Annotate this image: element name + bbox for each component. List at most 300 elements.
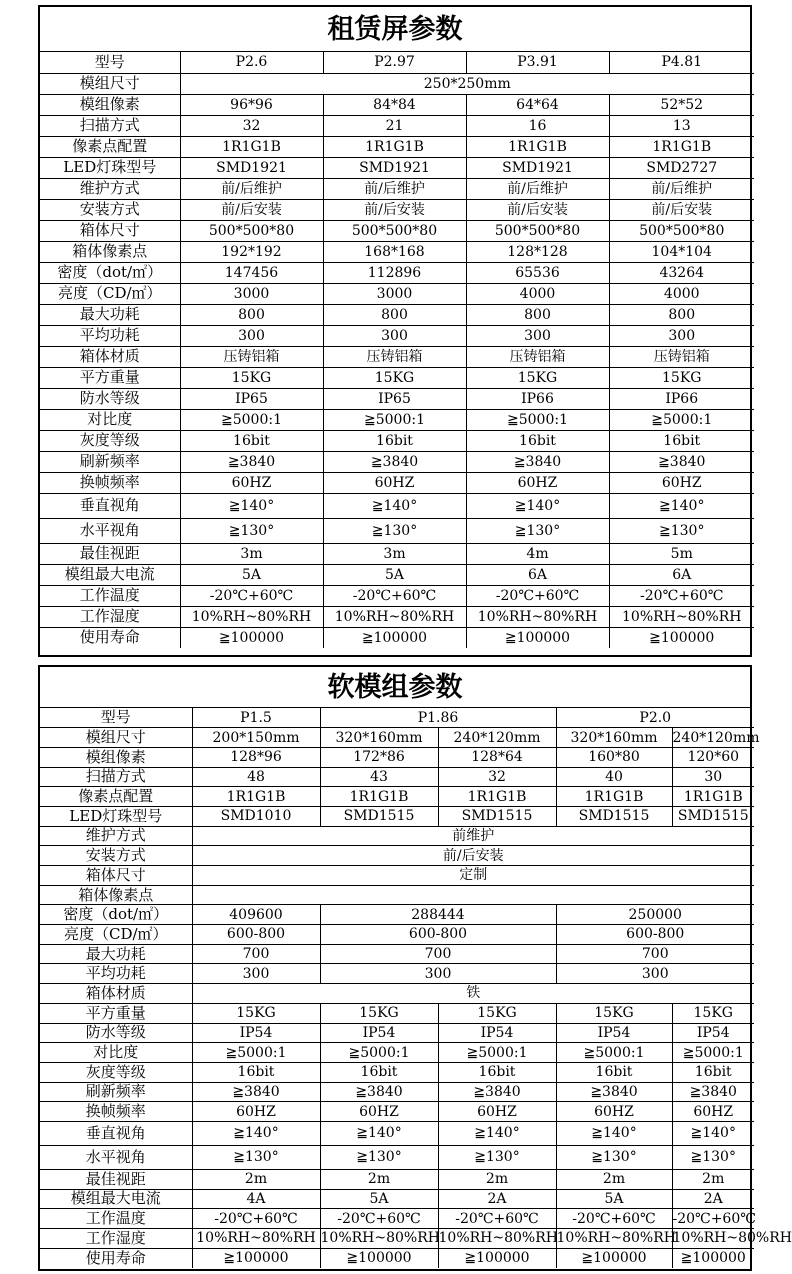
cell-value: ≧140° — [609, 493, 754, 518]
table-row — [40, 585, 754, 606]
row-label: 亮度（CD/㎡） — [40, 925, 192, 945]
table-row — [40, 1209, 754, 1229]
cell-value: -20℃+60℃ — [323, 585, 466, 606]
cell-value: 112896 — [323, 262, 466, 283]
cell-value: SMD1921 — [323, 157, 466, 178]
cell-value: IP66 — [609, 388, 754, 409]
table-row — [40, 846, 754, 866]
cell-value: ≧3840 — [323, 451, 466, 472]
cell-value — [192, 885, 754, 905]
cell-value: 700 — [192, 944, 320, 964]
cell-value: 52*52 — [609, 94, 754, 115]
cell-value: 1R1G1B — [180, 136, 323, 157]
row-label: 防水等级 — [40, 388, 180, 409]
cell-value: -20℃+60℃ — [320, 1209, 438, 1229]
cell-value: IP54 — [320, 1023, 438, 1043]
cell-value: SMD1921 — [180, 157, 323, 178]
table-row — [40, 220, 754, 241]
cell-value: 10%RH~80%RH — [323, 606, 466, 627]
cell-value: ≧140° — [320, 1121, 438, 1145]
cell-value: 1R1G1B — [438, 787, 556, 807]
cell-value: ≧130° — [323, 518, 466, 543]
row-label: 型号 — [40, 52, 180, 73]
cell-value: ≧140° — [466, 493, 609, 518]
cell-value: 500*500*80 — [180, 220, 323, 241]
cell-value: 700 — [320, 944, 556, 964]
cell-value: 60HZ — [320, 1102, 438, 1122]
table-row — [40, 543, 754, 564]
cell-value: ≧5000:1 — [556, 1043, 672, 1063]
cell-value: 200*150mm — [192, 728, 320, 748]
cell-value: 前/后维护 — [180, 178, 323, 199]
cell-value: 1R1G1B — [556, 787, 672, 807]
row-label: 刷新频率 — [40, 451, 180, 472]
cell-value: 前/后安装 — [192, 846, 754, 866]
cell-value: -20℃+60℃ — [672, 1210, 756, 1227]
table-row — [40, 806, 754, 826]
cell-value: 前/后安装 — [609, 199, 754, 220]
cell-value: 288444 — [320, 905, 556, 925]
cell-value: 前/后维护 — [323, 178, 466, 199]
cell-value: SMD1515 — [556, 806, 672, 826]
table-row — [40, 925, 754, 945]
row-label: 水平视角 — [40, 518, 180, 543]
cell-value: 2m — [438, 1169, 556, 1189]
cell-value: SMD1515 — [438, 806, 556, 826]
table-row — [40, 627, 754, 648]
cell-value: 1R1G1B — [320, 787, 438, 807]
cell-value: ≧3840 — [672, 1082, 754, 1102]
cell-value: 700 — [556, 944, 754, 964]
cell-value: ≧5000:1 — [672, 1043, 754, 1063]
soft-module-panel — [38, 665, 792, 1271]
row-label: 使用寿命 — [40, 1248, 192, 1268]
row-label: 平方重量 — [40, 367, 180, 388]
cell-value: 600-800 — [320, 925, 556, 945]
cell-value: 15KG — [438, 1003, 556, 1023]
cell-value: 32 — [180, 115, 323, 136]
table-row — [40, 728, 754, 748]
cell-value: 16bit — [466, 430, 609, 451]
cell-value: -20℃+60℃ — [192, 1209, 320, 1229]
cell-value: IP54 — [672, 1023, 754, 1043]
cell-value: -20℃+60℃ — [609, 585, 754, 606]
cell-value: -20℃+60℃ — [180, 585, 323, 606]
table-row — [40, 262, 754, 283]
row-label: 像素点配置 — [40, 136, 180, 157]
cell-value: 3m — [323, 543, 466, 564]
row-label: 箱体材质 — [40, 984, 192, 1004]
table-row — [40, 115, 754, 136]
row-label: 使用寿命 — [40, 627, 180, 648]
soft-spec-table — [40, 708, 792, 1268]
table-row — [40, 1229, 754, 1249]
cell-value: 300 — [320, 964, 556, 984]
cell-value: 128*128 — [466, 241, 609, 262]
row-label: LED灯珠型号 — [40, 157, 180, 178]
cell-value: 1R1G1B — [466, 136, 609, 157]
cell-value: 2m — [556, 1169, 672, 1189]
rental-spec-table — [40, 52, 754, 648]
cell-value: 5A — [323, 564, 466, 585]
cell-value: 43 — [320, 767, 438, 787]
cell-value: IP54 — [438, 1023, 556, 1043]
table-row — [40, 1102, 754, 1122]
cell-value: 15KG — [320, 1003, 438, 1023]
table-row — [40, 826, 754, 846]
cell-value: SMD1515 — [320, 806, 438, 826]
model-name: P2.6 — [180, 52, 323, 73]
cell-value: 15KG — [672, 1003, 754, 1023]
cell-value: 4000 — [466, 283, 609, 304]
cell-value: 10%RH~80%RH — [672, 1230, 792, 1247]
table-row — [40, 518, 754, 543]
cell-value: 240*120mm — [672, 729, 760, 746]
cell-value: 16bit — [609, 430, 754, 451]
cell-value: ≧130° — [466, 518, 609, 543]
table-row — [40, 94, 754, 115]
row-label: 密度（dot/㎡） — [40, 905, 192, 925]
cell-value: 2m — [320, 1169, 438, 1189]
cell-value: ≧130° — [556, 1145, 672, 1169]
cell-value: 96*96 — [180, 94, 323, 115]
cell-value: ≧3840 — [438, 1082, 556, 1102]
cell-value: 128*96 — [192, 747, 320, 767]
cell-value: 1R1G1B — [609, 136, 754, 157]
table-row — [40, 1043, 754, 1063]
table-row — [40, 984, 754, 1004]
table-row — [40, 964, 754, 984]
cell-value: 104*104 — [609, 241, 754, 262]
cell-value: 250*250mm — [180, 73, 754, 94]
cell-value: ≧3840 — [192, 1082, 320, 1102]
cell-value: -20℃+60℃ — [466, 585, 609, 606]
rental-screen-panel — [38, 5, 752, 657]
cell-value: ≧5000:1 — [438, 1043, 556, 1063]
row-label: 维护方式 — [40, 826, 192, 846]
rental-panel-title: 租赁屏参数 — [40, 7, 750, 52]
cell-value: 1R1G1B — [323, 136, 466, 157]
cell-value: 5A — [180, 564, 323, 585]
cell-value: 60HZ — [556, 1102, 672, 1122]
cell-value: 160*80 — [556, 747, 672, 767]
cell-value: 60HZ — [438, 1102, 556, 1122]
cell-value: ≧100000 — [438, 1248, 556, 1268]
model-name: P4.81 — [609, 52, 754, 73]
cell-value: 10%RH~80%RH — [192, 1229, 320, 1249]
row-label: 平均功耗 — [40, 325, 180, 346]
row-label: 模组尺寸 — [40, 73, 180, 94]
cell-value: ≧3840 — [180, 451, 323, 472]
cell-value: 压铸铝箱 — [180, 346, 323, 367]
cell-value: 13 — [609, 115, 754, 136]
row-label: 箱体尺寸 — [40, 220, 180, 241]
cell-value: IP54 — [192, 1023, 320, 1043]
cell-value: 前/后维护 — [466, 178, 609, 199]
cell-value: 32 — [438, 767, 556, 787]
row-label: 箱体像素点 — [40, 241, 180, 262]
row-label: 模组像素 — [40, 94, 180, 115]
table-row — [40, 1003, 754, 1023]
table-row — [40, 747, 754, 767]
cell-value: 15KG — [180, 367, 323, 388]
cell-value: ≧100000 — [609, 627, 754, 648]
cell-value: 压铸铝箱 — [609, 346, 754, 367]
soft-panel-title: 软模组参数 — [40, 667, 750, 708]
row-label: 最佳视距 — [40, 1169, 192, 1189]
cell-value: 43264 — [609, 262, 754, 283]
row-label: 工作温度 — [40, 1209, 192, 1229]
cell-value: 16bit — [323, 430, 466, 451]
cell-value: 16bit — [320, 1062, 438, 1082]
row-label: 换帧频率 — [40, 1102, 192, 1122]
cell-value: -20℃+60℃ — [556, 1209, 672, 1229]
table-row — [40, 767, 754, 787]
cell-value: 60HZ — [609, 472, 754, 493]
table-row — [40, 606, 754, 627]
row-label: 箱体像素点 — [40, 885, 192, 905]
table-row — [40, 283, 754, 304]
row-label: 平均功耗 — [40, 964, 192, 984]
cell-value: -20℃+60℃ — [438, 1209, 556, 1229]
table-row — [40, 367, 754, 388]
model-name: P1.86 — [320, 708, 556, 728]
cell-value: 300 — [323, 325, 466, 346]
cell-value: 128*64 — [438, 747, 556, 767]
cell-value: 5A — [320, 1189, 438, 1209]
cell-value: 600-800 — [556, 925, 754, 945]
cell-value: 409600 — [192, 905, 320, 925]
cell-value: 16bit — [672, 1062, 754, 1082]
cell-value: ≧100000 — [556, 1248, 672, 1268]
row-label: 垂直视角 — [40, 1121, 192, 1145]
model-name: P1.5 — [192, 708, 320, 728]
table-header-row — [40, 708, 754, 728]
cell-value: 10%RH~80%RH — [556, 1230, 676, 1247]
cell-value: 10%RH~80%RH — [438, 1230, 558, 1247]
row-label: 灰度等级 — [40, 1062, 192, 1082]
cell-value: 320*160mm — [556, 728, 672, 748]
cell-value: 3000 — [323, 283, 466, 304]
cell-value: 15KG — [323, 367, 466, 388]
cell-value: 500*500*80 — [466, 220, 609, 241]
cell-value: ≧3840 — [556, 1082, 672, 1102]
row-label: 对比度 — [40, 1043, 192, 1063]
cell-value: SMD2727 — [609, 157, 754, 178]
row-label: 灰度等级 — [40, 430, 180, 451]
table-row — [40, 430, 754, 451]
cell-value: IP54 — [556, 1023, 672, 1043]
cell-value: 1R1G1B — [192, 787, 320, 807]
cell-value: 64*64 — [466, 94, 609, 115]
cell-value: 500*500*80 — [323, 220, 466, 241]
cell-value: 6A — [466, 564, 609, 585]
cell-value: SMD1010 — [192, 806, 320, 826]
cell-value: 1R1G1B — [672, 787, 754, 807]
cell-value: 800 — [466, 304, 609, 325]
row-label: 防水等级 — [40, 1023, 192, 1043]
table-row — [40, 885, 754, 905]
cell-value: 60HZ — [323, 472, 466, 493]
table-row — [40, 73, 754, 94]
cell-value: 16 — [466, 115, 609, 136]
cell-value: ≧5000:1 — [180, 409, 323, 430]
cell-value: ≧3840 — [466, 451, 609, 472]
model-name: P3.91 — [466, 52, 609, 73]
cell-value: 16bit — [438, 1062, 556, 1082]
table-row — [40, 157, 754, 178]
cell-value: 压铸铝箱 — [323, 346, 466, 367]
cell-value: 15KG — [556, 1003, 672, 1023]
cell-value: ≧140° — [192, 1121, 320, 1145]
cell-value: 前/后安装 — [180, 199, 323, 220]
cell-value: 压铸铝箱 — [466, 346, 609, 367]
cell-value: 84*84 — [323, 94, 466, 115]
cell-value: SMD1921 — [466, 157, 609, 178]
cell-value: 2m — [192, 1169, 320, 1189]
cell-value: ≧5000:1 — [320, 1043, 438, 1063]
cell-value: 60HZ — [192, 1102, 320, 1122]
cell-value: 15KG — [466, 367, 609, 388]
cell-value: ≧130° — [192, 1145, 320, 1169]
cell-value: ≧140° — [672, 1121, 754, 1145]
cell-value: 300 — [556, 964, 754, 984]
table-header-row — [40, 52, 754, 73]
table-row — [40, 325, 754, 346]
row-label: 对比度 — [40, 409, 180, 430]
row-label: LED灯珠型号 — [40, 806, 192, 826]
row-label: 安装方式 — [40, 846, 192, 866]
cell-value: 30 — [672, 767, 754, 787]
cell-value: 65536 — [466, 262, 609, 283]
cell-value: ≧100000 — [192, 1248, 320, 1268]
table-row — [40, 451, 754, 472]
table-row — [40, 136, 754, 157]
cell-value: 6A — [609, 564, 754, 585]
cell-value: 21 — [323, 115, 466, 136]
table-row — [40, 1189, 754, 1209]
table-row — [40, 199, 754, 220]
cell-value: 16bit — [180, 430, 323, 451]
row-label: 垂直视角 — [40, 493, 180, 518]
cell-value: 300 — [609, 325, 754, 346]
cell-value: 3m — [180, 543, 323, 564]
row-label: 最佳视距 — [40, 543, 180, 564]
cell-value: ≧5000:1 — [192, 1043, 320, 1063]
row-label: 密度（dot/㎡） — [40, 262, 180, 283]
row-label: 工作温度 — [40, 585, 180, 606]
cell-value: ≧130° — [180, 518, 323, 543]
cell-value: 3000 — [180, 283, 323, 304]
cell-value: ≧130° — [672, 1145, 754, 1169]
cell-value: 60HZ — [180, 472, 323, 493]
cell-value: ≧100000 — [466, 627, 609, 648]
row-label: 箱体尺寸 — [40, 866, 192, 886]
table-row — [40, 1023, 754, 1043]
cell-value: 15KG — [192, 1003, 320, 1023]
table-row — [40, 1145, 754, 1169]
cell-value: ≧140° — [556, 1121, 672, 1145]
cell-value: ≧3840 — [609, 451, 754, 472]
cell-value: 定制 — [192, 866, 754, 886]
cell-value: 172*86 — [320, 747, 438, 767]
cell-value: 前/后维护 — [609, 178, 754, 199]
cell-value: 铁 — [192, 984, 754, 1004]
cell-value: 16bit — [192, 1062, 320, 1082]
cell-value: 800 — [609, 304, 754, 325]
cell-value: 4m — [466, 543, 609, 564]
cell-value: 168*168 — [323, 241, 466, 262]
cell-value: 前维护 — [192, 826, 754, 846]
cell-value: 前/后安装 — [466, 199, 609, 220]
cell-value: 4000 — [609, 283, 754, 304]
cell-value: 600-800 — [192, 925, 320, 945]
cell-value: 48 — [192, 767, 320, 787]
table-row — [40, 241, 754, 262]
table-row — [40, 1248, 754, 1268]
cell-value: 10%RH~80%RH — [466, 606, 609, 627]
cell-value: 800 — [323, 304, 466, 325]
cell-value: 147456 — [180, 262, 323, 283]
table-row — [40, 905, 754, 925]
row-label: 工作湿度 — [40, 606, 180, 627]
cell-value: ≧5000:1 — [466, 409, 609, 430]
row-label: 模组最大电流 — [40, 1189, 192, 1209]
row-label: 模组像素 — [40, 747, 192, 767]
table-row — [40, 346, 754, 367]
cell-value: 120*60 — [672, 747, 754, 767]
cell-value: ≧100000 — [180, 627, 323, 648]
table-row — [40, 1121, 754, 1145]
cell-value: 2A — [672, 1189, 754, 1209]
cell-value: ≧5000:1 — [609, 409, 754, 430]
cell-value: 250000 — [556, 905, 754, 925]
cell-value: 192*192 — [180, 241, 323, 262]
model-name: P2.0 — [556, 708, 754, 728]
table-row — [40, 304, 754, 325]
cell-value: ≧3840 — [320, 1082, 438, 1102]
row-label: 平方重量 — [40, 1003, 192, 1023]
row-label: 模组尺寸 — [40, 728, 192, 748]
cell-value: 10%RH~80%RH — [609, 606, 754, 627]
cell-value: 15KG — [609, 367, 754, 388]
cell-value: ≧5000:1 — [323, 409, 466, 430]
cell-value: ≧100000 — [320, 1248, 438, 1268]
table-row — [40, 409, 754, 430]
row-label: 像素点配置 — [40, 787, 192, 807]
cell-value: 300 — [192, 964, 320, 984]
table-row — [40, 564, 754, 585]
row-label: 维护方式 — [40, 178, 180, 199]
cell-value: ≧130° — [320, 1145, 438, 1169]
row-label: 换帧频率 — [40, 472, 180, 493]
table-row — [40, 1169, 754, 1189]
cell-value: 4A — [192, 1189, 320, 1209]
cell-value: ≧100000 — [323, 627, 466, 648]
cell-value: 60HZ — [466, 472, 609, 493]
cell-value: 前/后安装 — [323, 199, 466, 220]
table-row — [40, 1082, 754, 1102]
table-row — [40, 472, 754, 493]
cell-value: IP65 — [180, 388, 323, 409]
table-row — [40, 388, 754, 409]
row-label: 工作湿度 — [40, 1229, 192, 1249]
cell-value: 240*120mm — [438, 728, 556, 748]
table-row — [40, 493, 754, 518]
row-label: 最大功耗 — [40, 304, 180, 325]
cell-value: 300 — [180, 325, 323, 346]
row-label: 刷新频率 — [40, 1082, 192, 1102]
